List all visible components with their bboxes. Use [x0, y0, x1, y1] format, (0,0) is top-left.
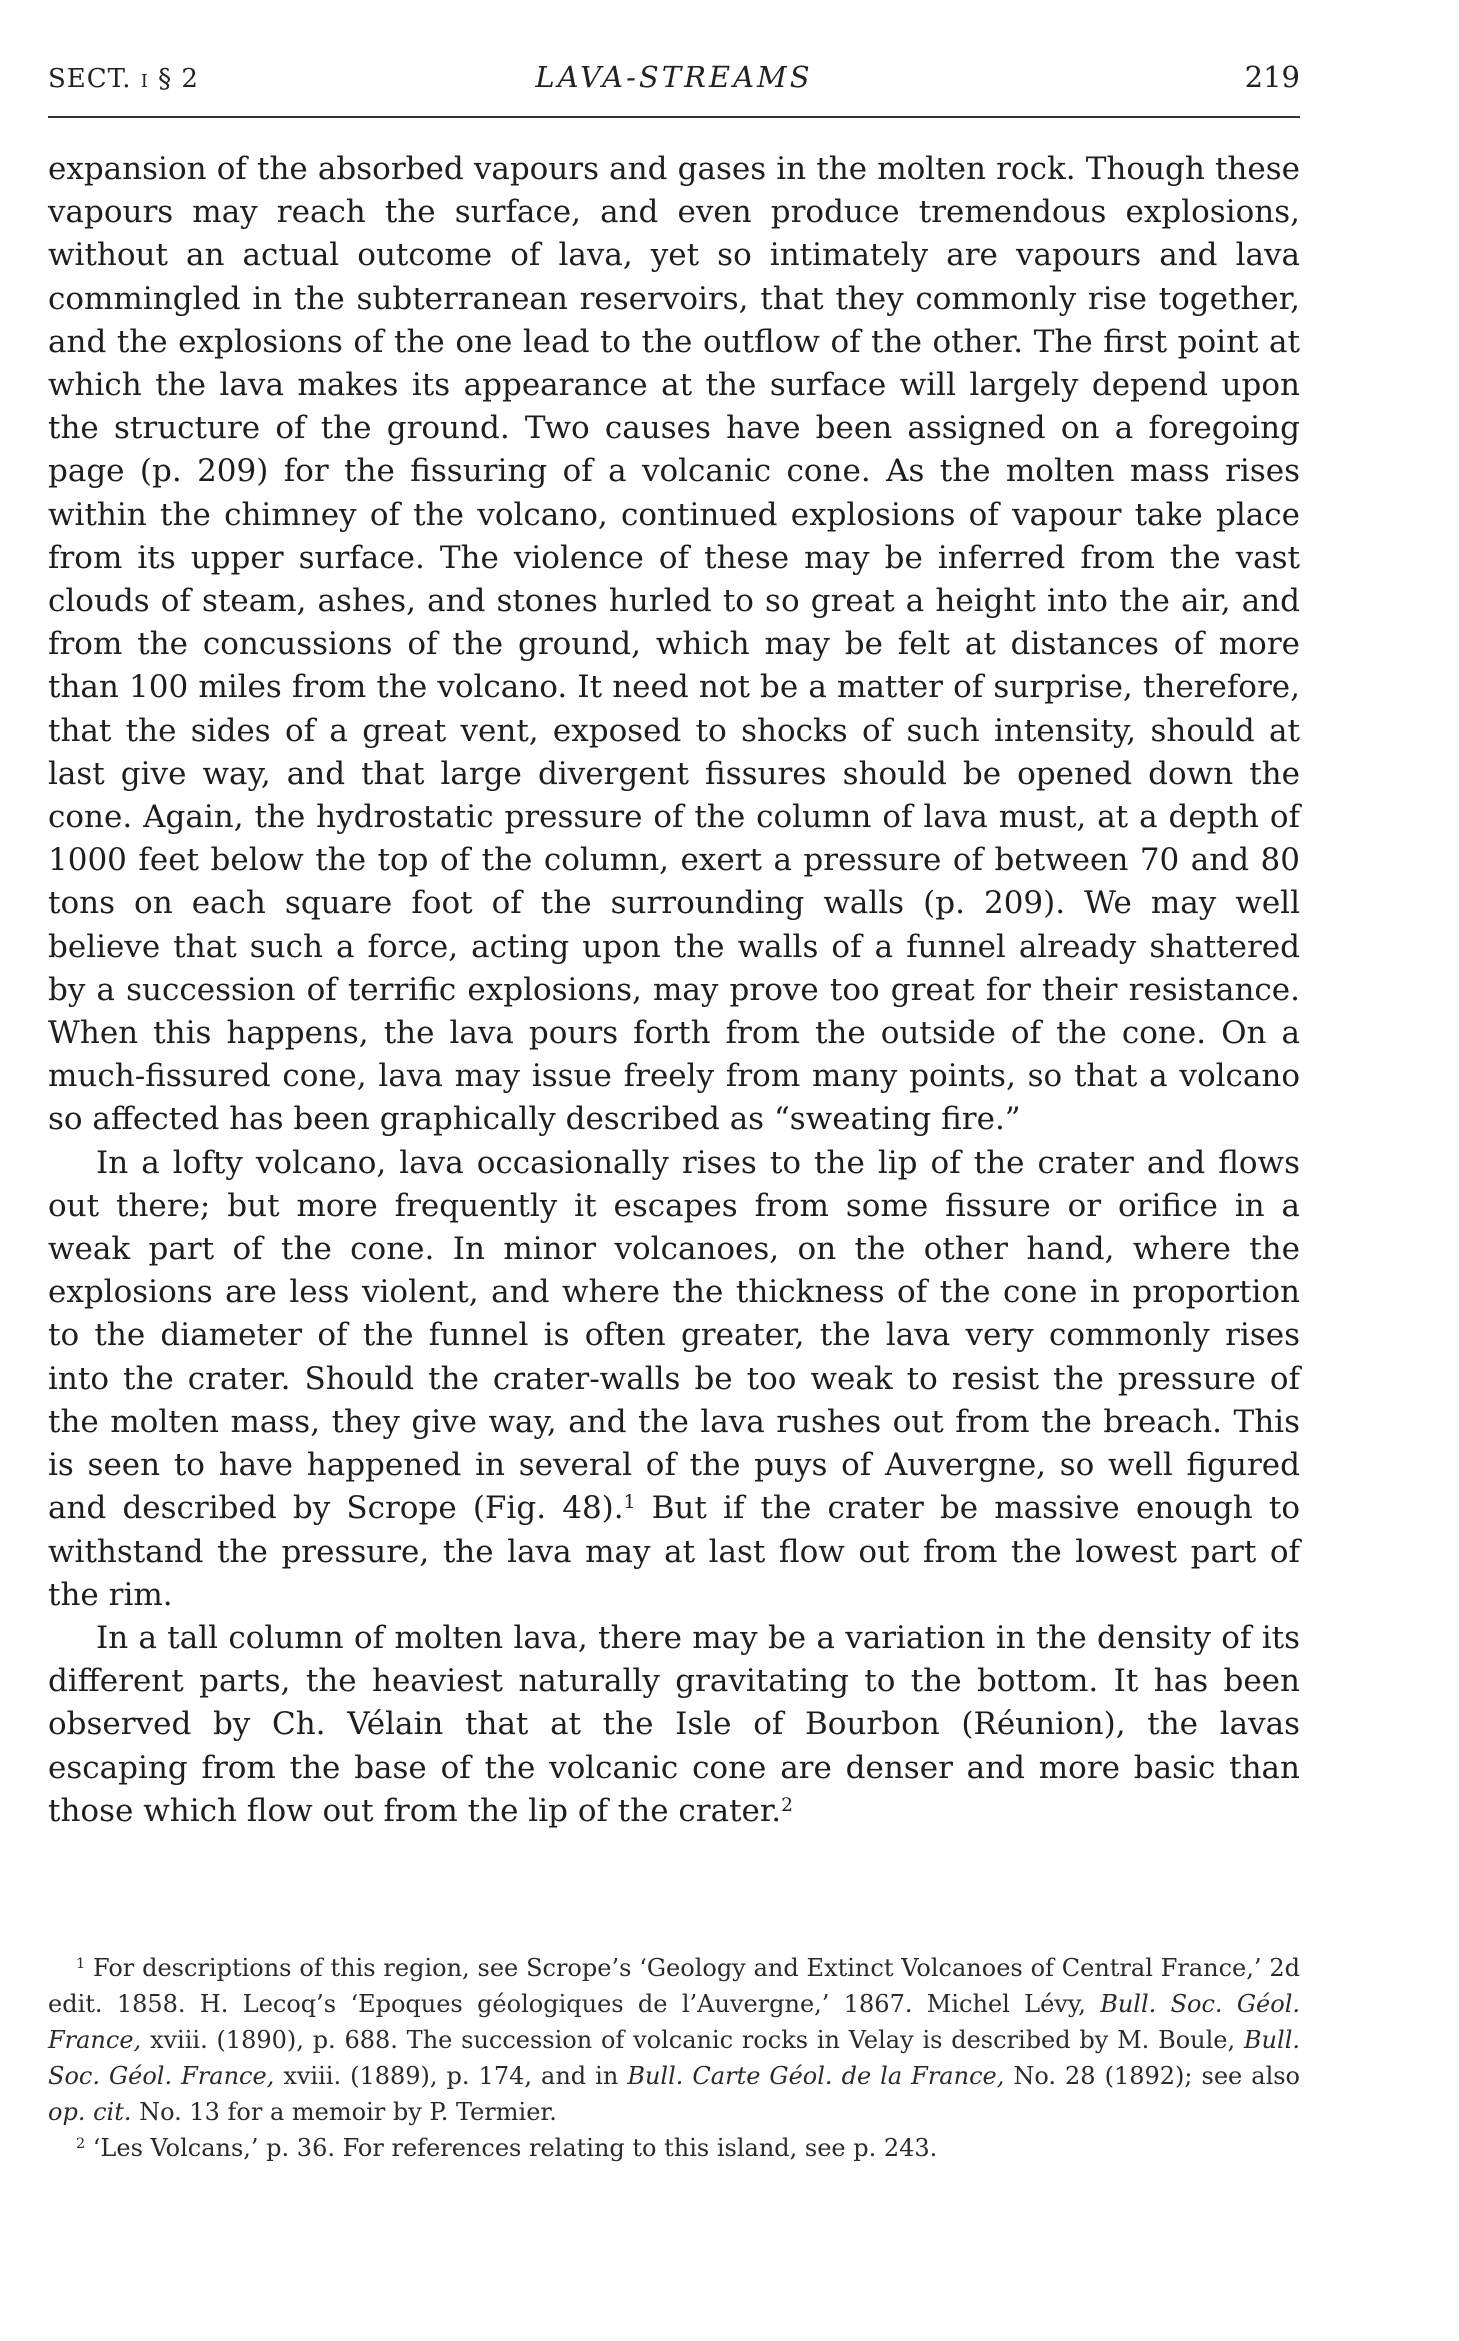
- page-number: 219: [1244, 60, 1300, 94]
- paragraph-1: expansion of the absorbed vapours and gases in the molten rock. Though these vapours may reach the surface, and even produce tremendous explosions, without an actual outcome of lava, yet so intimately are vapours and lava commingled in the subterranean reservoirs, that they commonly rise together, and the explosions of the one lead to the outflow of the other. The first point at which the lava makes its appearance at the surface will largely depend upon the structure of the ground. Two causes have been assigned on a foregoing page (p. 209) for the fissuring of a volcanic cone. As the molten mass rises within the chimney of the volcano, continued explosions of vapour take place from its upper surface. The violence of these may be inferred from the vast clouds of steam, ashes, and stones hurled to so great a height into the air, and from the concussions of the ground, which may be felt at distances of more than 100 miles from the volcano. It need not be a matter of surprise, therefore, that the sides of a great vent, exposed to shocks of such intensity, should at last give way, and that large divergent fissures should be opened down the cone. Again, the hydrostatic pressure of the column of lava must, at a depth of 1000 feet below the top of the column, exert a pressure of between 70 and 80 tons on each square foot of the surrounding walls (p. 209). We may well believe that such a force, acting upon the walls of a funnel already shattered by a succession of terrific explosions, may prove too great for their resistance. When this happens, the lava pours forth from the outside of the cone. On a much-fissured cone, lava may issue freely from many points, so that a volcano so affected has been graphically described as “sweating fire.”: [48, 151, 1300, 1138]
- footnote-1-text-e: No. 13 for a memoir by P. Termier.: [131, 2098, 557, 2126]
- footnote-1-journal-c: Bull. Carte Géol. de la France,: [627, 2062, 1005, 2090]
- footnote-ref-2: 2: [781, 1794, 794, 1816]
- book-page: [48, 0, 1300, 2341]
- paragraph-3: [48, 1617, 1300, 1833]
- footnote-ref-1: 1: [623, 1492, 636, 1514]
- footnote-marker-1: 1: [76, 1956, 86, 1973]
- footnote-1-text-b: xviii. (1890), p. 688. The succession of volcanic rocks in Velay is described by M. Boule,: [141, 2026, 1244, 2054]
- footnote-1-text-a: For descriptions of this region, see Scrope’s ‘Geology and Extinct Volcanoes of Central France,’ 2d edit. 1858. H. Lecoq’s ‘Epoques géologiques de l’Auvergne,’ 1867. Michel Lévy,: [48, 1954, 1300, 2018]
- footnote-1-text-c: xviii. (1889), p. 174, and in: [274, 2062, 628, 2090]
- paragraph-2-text-cont: But if the crater be massive enough to withstand the pressure, the lava may at last flow out from the lowest part of the rim.: [48, 1490, 1300, 1613]
- footnote-2: [48, 2130, 1300, 2166]
- footnote-marker-2: 2: [76, 2136, 86, 2153]
- footnote-1: [48, 1950, 1300, 2130]
- paragraph-2-text: In a lofty volcano, lava occasionally rises to the lip of the crater and flows out there; but more frequently it escapes from some fissure or orifice in a weak part of the cone. In minor volcanoes, on the other hand, where the explosions are less violent, and where the thickness of the cone in proportion to the diameter of the funnel is often greater, the lava very commonly rises into the crater. Should the crater-walls be too weak to resist the pressure of the molten mass, they give way, and the lava rushes out from the breach. This is seen to have happened in several of the puys of Auvergne, so well figured and described by Scrope (Fig. 48).: [48, 1144, 1300, 1527]
- footnote-1-opcit: op. cit.: [48, 2098, 132, 2126]
- footnote-1-text-d: No. 28 (1892); see also: [1004, 2062, 1301, 2090]
- footnote-1-journal-a: Bull. Soc. Géol. France,: [48, 1990, 1301, 2054]
- footnote-2-text: ‘Les Volcans,’ p. 36. For references relating to this island, see p. 243.: [92, 2134, 938, 2162]
- footnotes: [48, 1950, 1300, 2166]
- paragraph-3-text: In a tall column of molten lava, there may be a variation in the density of its different parts, the heaviest naturally gravitating to the bottom. It has been observed by Ch. Vélain that at the Isle of Bourbon (Réunion), the lavas escaping from the base of the volcanic cone are denser and more basic than those which flow out from the lip of the crater.: [48, 1619, 1300, 1829]
- running-header: [48, 60, 1300, 104]
- running-title: LAVA-STREAMS: [535, 60, 813, 94]
- main-text: [48, 148, 1300, 1833]
- section-label: SECT. i § 2: [48, 64, 199, 94]
- footnote-1-journal-b: Bull. Soc. Géol. France,: [48, 2026, 1300, 2090]
- paragraph-2: [48, 1142, 1300, 1617]
- header-rule: [48, 116, 1300, 118]
